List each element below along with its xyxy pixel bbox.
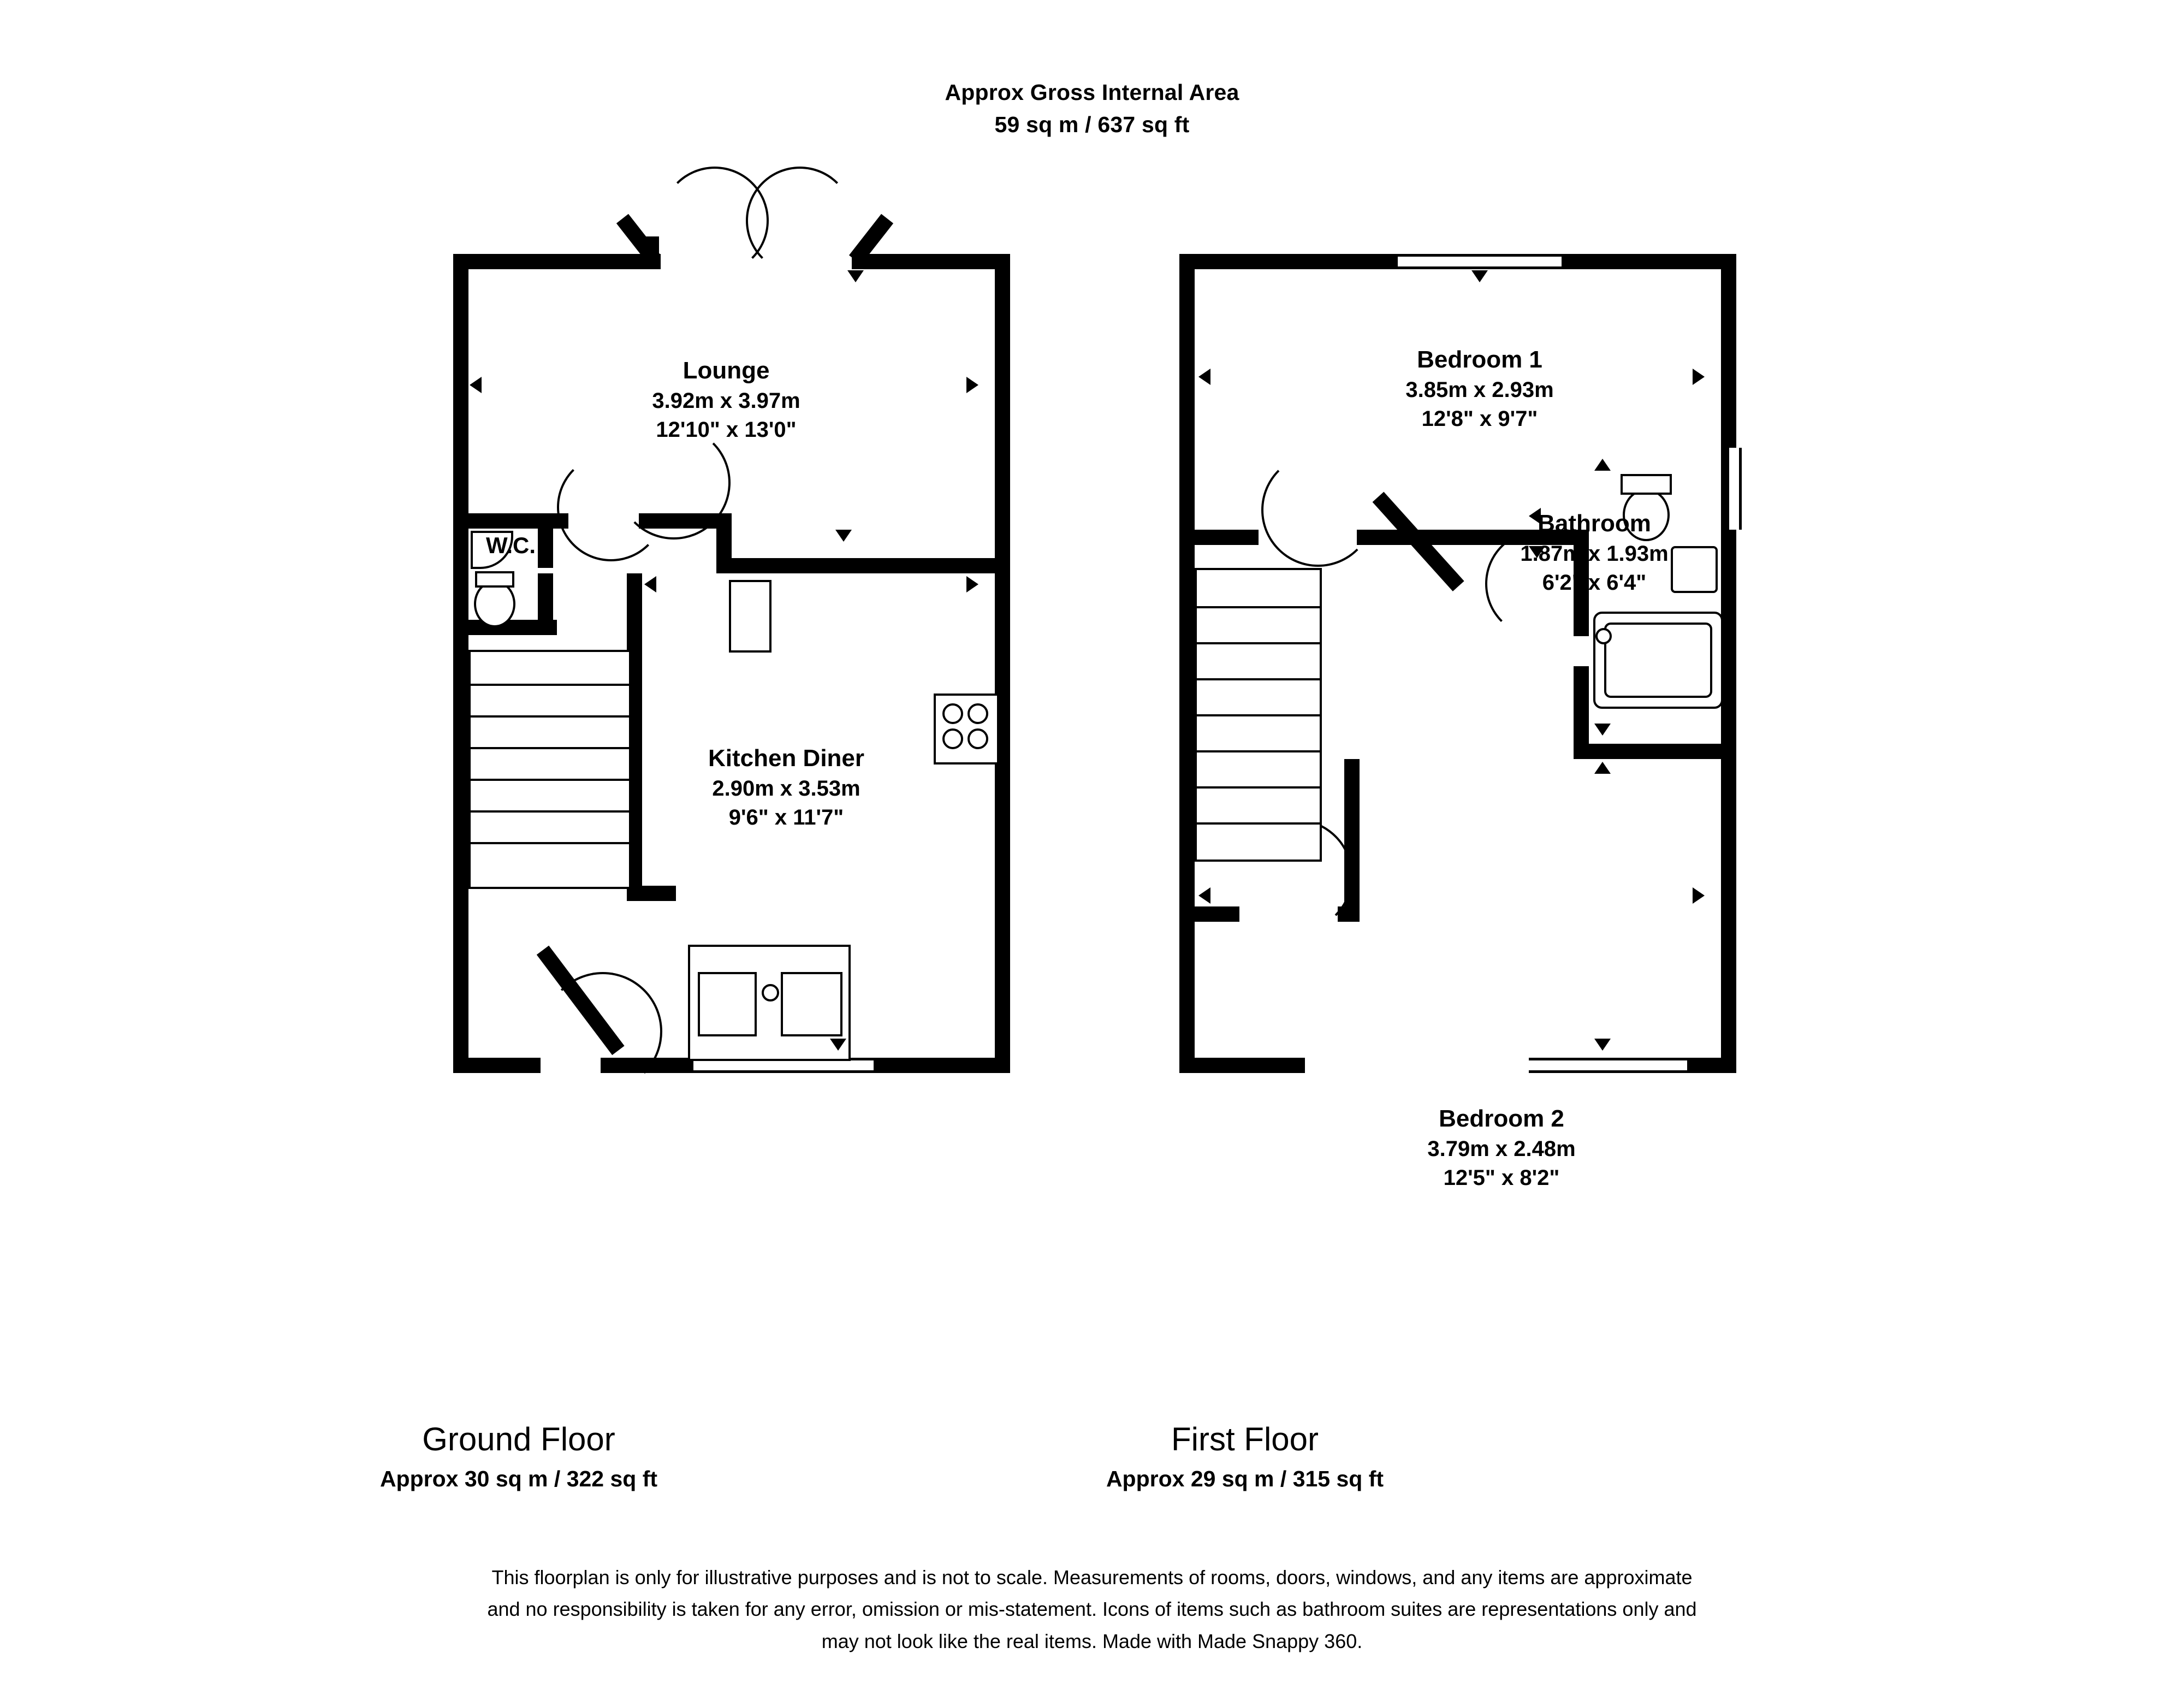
disclaimer-line-1: This floorplan is only for illustrative purposes and is not to scale. Measurements of rooms, doors, windows, and any items are approximate	[491, 1566, 1693, 1589]
wall-ff-bottom-right	[1687, 1058, 1736, 1073]
bathroom-bath-icon	[1593, 612, 1723, 709]
first-floor-area: Approx 29 sq m / 315 sq ft	[1106, 1466, 1384, 1491]
room-name-bedroom1: Bedroom 1	[1417, 346, 1542, 373]
room-dims-imperial-bedroom1: 12'8" x 9'7"	[1421, 406, 1538, 431]
first-floor-title: First Floor	[1171, 1421, 1319, 1457]
room-label-bedroom2-display	[1332, 1103, 1671, 1193]
bathroom-toilet-cistern-icon	[1621, 474, 1672, 495]
room-dims-metric-bedroom1: 3.85m x 2.93m	[1405, 378, 1554, 402]
gross-area-value: 59 sq m / 637 sq ft	[994, 112, 1190, 138]
hob-ring-4	[968, 728, 988, 749]
wall-lounge-top-right	[852, 254, 1010, 269]
dim-arrow-lounge-top	[847, 270, 864, 282]
room-dims-metric-lounge: 3.92m x 3.97m	[652, 389, 800, 413]
wall-lounge-bottom-far-right	[716, 558, 1010, 573]
wall-bed2-top-left	[1179, 906, 1239, 922]
room-dims-imperial-kitchen: 9'6" x 11'7"	[728, 805, 844, 829]
wall-lounge-bottom-left	[453, 513, 538, 529]
kitchen-sink-basin-icon	[698, 972, 757, 1036]
dim-arrow-hall-bottom	[835, 530, 852, 542]
room-dims-imperial-bedroom2-display: 12'5" x 8'2"	[1443, 1165, 1560, 1190]
room-label-lounge	[562, 355, 890, 444]
door-arc-wc	[557, 453, 665, 561]
dim-arrow-bed1-left	[1198, 369, 1210, 385]
gross-area-title: Approx Gross Internal Area	[945, 80, 1239, 105]
disclaimer	[164, 1562, 2020, 1657]
dim-arrow-lounge-right	[966, 377, 978, 393]
kitchen-sink-drainer-icon	[781, 972, 842, 1036]
window-bed1-top	[1398, 254, 1562, 269]
dim-arrow-bathroom-bottom	[1594, 724, 1611, 736]
wall-stair-side	[453, 620, 468, 1073]
room-label-kitchen	[628, 743, 945, 832]
room-name-wc: W.C.	[486, 532, 536, 558]
hob-ring-3	[942, 728, 963, 749]
wall-wc-right-lower	[538, 573, 553, 635]
dim-arrow-bed2-top	[1594, 762, 1611, 774]
staircase-ground	[468, 650, 631, 889]
ground-floor-title: Ground Floor	[422, 1421, 615, 1457]
room-name-bedroom2-display: Bedroom 2	[1439, 1105, 1564, 1132]
dim-arrow-bathroom-top	[1594, 459, 1611, 471]
wc-toilet-cistern-icon	[475, 571, 514, 588]
wall-ff-right-outer-upper	[1721, 254, 1736, 448]
wall-right-outer	[995, 254, 1010, 1073]
door-arc-bedroom1	[1261, 453, 1375, 567]
room-name-kitchen: Kitchen Diner	[708, 745, 865, 772]
dim-arrow-bed1-right	[1693, 369, 1705, 385]
staircase-first	[1195, 568, 1322, 862]
disclaimer-line-2: and no responsibility is taken for any error, omission or mis-statement. Icons of items such as bathroom suites are representations only and	[487, 1598, 1697, 1621]
bath-tap-icon	[1595, 628, 1612, 644]
room-dims-metric-kitchen: 2.90m x 3.53m	[712, 777, 860, 801]
room-label-bathroom	[1452, 508, 1736, 597]
room-dims-metric-bathroom: 1.87m x 1.93m	[1520, 542, 1669, 566]
kitchen-tap-icon	[762, 984, 779, 1001]
room-label-bedroom1	[1305, 344, 1654, 434]
hob-ring-1	[942, 703, 963, 724]
hob-ring-2	[968, 703, 988, 724]
room-label-wc	[486, 532, 536, 559]
window-bed2-bottom	[1529, 1058, 1687, 1073]
wall-bed1-bottom-left	[1179, 530, 1259, 545]
ground-floor-plan	[453, 191, 1108, 1365]
wall-ff-top-left	[1179, 254, 1398, 269]
room-dims-metric-bedroom2-display: 3.79m x 2.48m	[1427, 1137, 1576, 1161]
dim-arrow-kitchen-right	[966, 576, 978, 592]
room-dims-imperial-bathroom: 6'2" x 6'4"	[1542, 570, 1647, 595]
dim-arrow-bed1-top	[1471, 270, 1488, 282]
wall-wc-right	[538, 513, 553, 568]
dim-arrow-kitchen-bottom	[830, 1039, 846, 1051]
ground-floor-area: Approx 30 sq m / 322 sq ft	[379, 1466, 658, 1491]
dim-arrow-lounge-left	[470, 377, 482, 393]
disclaimer-line-3: may not look like the real items. Made with Made Snappy 360.	[821, 1629, 1363, 1652]
room-name-lounge: Lounge	[682, 357, 770, 384]
wall-ff-right-outer-lower	[1721, 628, 1736, 1073]
dim-arrow-bed2-bottom	[1594, 1039, 1611, 1051]
room-dims-imperial-lounge: 12'10" x 13'0"	[656, 417, 797, 442]
wall-ff-top-right	[1562, 254, 1736, 269]
dim-arrow-bed2-right	[1693, 887, 1705, 904]
kitchen-fridge-icon	[729, 580, 771, 653]
door-arc-understair	[543, 972, 662, 1091]
wall-lounge-top-left	[453, 254, 661, 269]
plan-header	[0, 76, 2184, 141]
dim-arrow-kitchen-left	[644, 576, 656, 592]
wall-ff-bottom-left	[1179, 1058, 1305, 1073]
wall-ff-left-outer	[1179, 254, 1195, 1073]
bath-inner-icon	[1604, 623, 1712, 698]
ground-floor-caption	[273, 1417, 764, 1497]
first-floor-caption	[999, 1417, 1491, 1497]
room-name-bathroom: Bathroom	[1538, 510, 1651, 537]
wall-bathroom-bottom	[1574, 744, 1736, 759]
door-arc-entry-right	[746, 167, 854, 275]
dim-arrow-bed2-left	[1198, 887, 1210, 904]
wall-kitchen-left-step	[627, 886, 676, 901]
